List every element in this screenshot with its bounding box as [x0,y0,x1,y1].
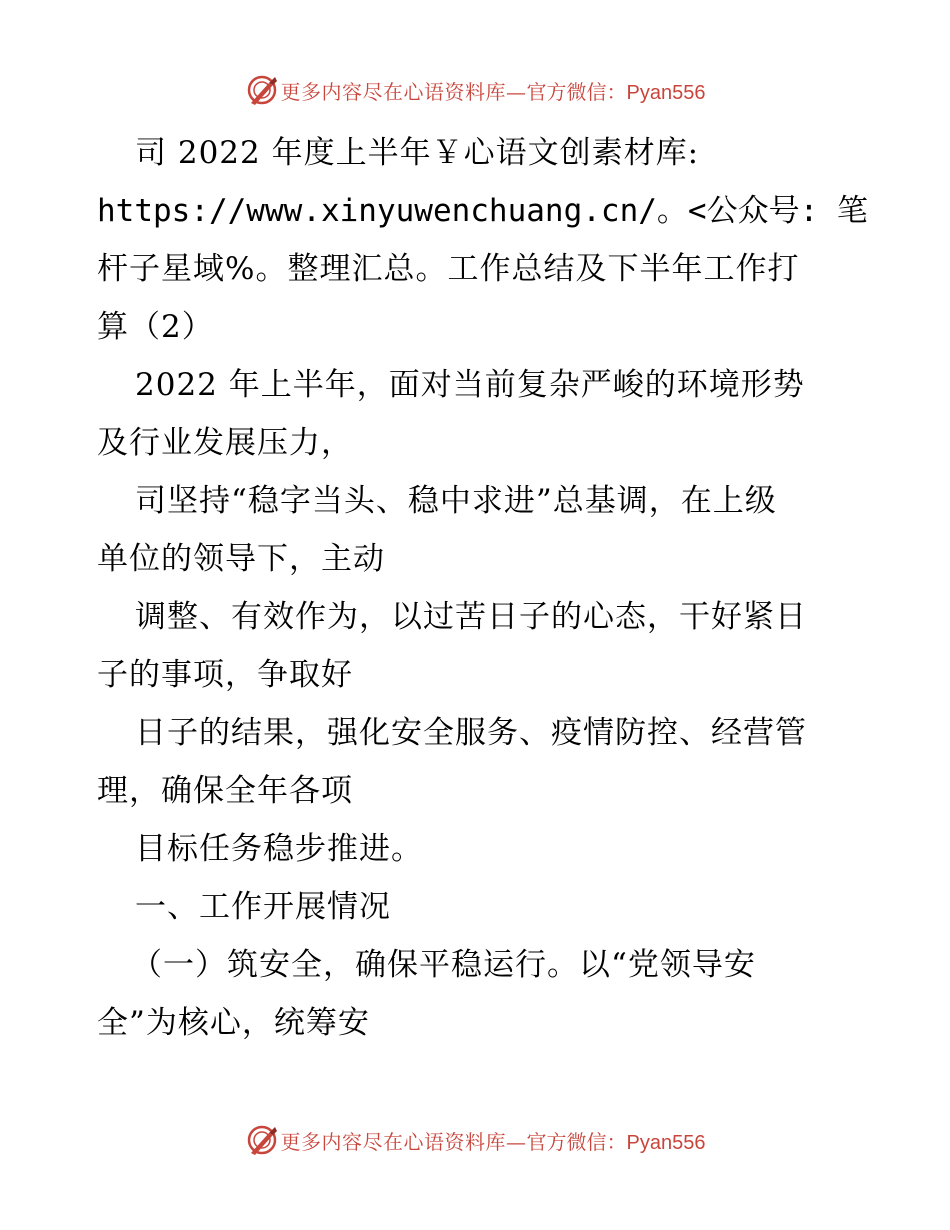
footer-wechat-text: 官方微信：Pyan556 [526,1131,706,1154]
paragraph-line: （一）筑安全，确保平稳运行。以“党领导安 [131,947,756,983]
paragraph-line: 司坚持“稳字当头、稳中求进”总基调，在上级 [135,483,777,519]
paragraph-line: 调整、有效作为，以过苦日子的心态，干好紧日 [135,599,807,635]
document-body [97,124,868,1052]
paragraph-line: 司 2022 年度上半年￥心语文创素材库: [135,135,700,171]
paragraph-line: 及行业发展压力， [97,425,353,461]
header-wechat-text: 官方微信：Pyan556 [526,81,706,104]
paragraph-line: 日子的结果，强化安全服务、疫情防控、经营管 [135,715,807,751]
pen-logo-icon [245,1123,279,1157]
footer-banner [0,1120,950,1160]
paragraph-line: 杆子星域%。整理汇总。工作总结及下半年工作打 [97,251,800,287]
section-heading: 一、工作开展情况 [135,889,391,925]
footer-promo-text: 更多内容尽在心语资料库— [280,1129,527,1154]
pen-logo-icon [245,73,279,107]
paragraph-line: 子的事项，争取好 [97,657,353,693]
header-banner [0,70,950,110]
paragraph-line: 全”为核心，统筹安 [97,1005,370,1041]
header-promo-text: 更多内容尽在心语资料库— [280,79,527,104]
paragraph-line: 理，确保全年各项 [97,773,353,809]
paragraph-line: 算（2） [97,309,214,345]
paragraph-line: 单位的领导下，主动 [97,541,385,577]
paragraph-line: 目标任务稳步推进。 [135,831,423,867]
paragraph-line: 2022 年上半年，面对当前复杂严峻的环境形势 [135,367,805,403]
paragraph-line: https://www.xinyuwenchuang.cn/。<公众号: 笔 [97,193,868,229]
